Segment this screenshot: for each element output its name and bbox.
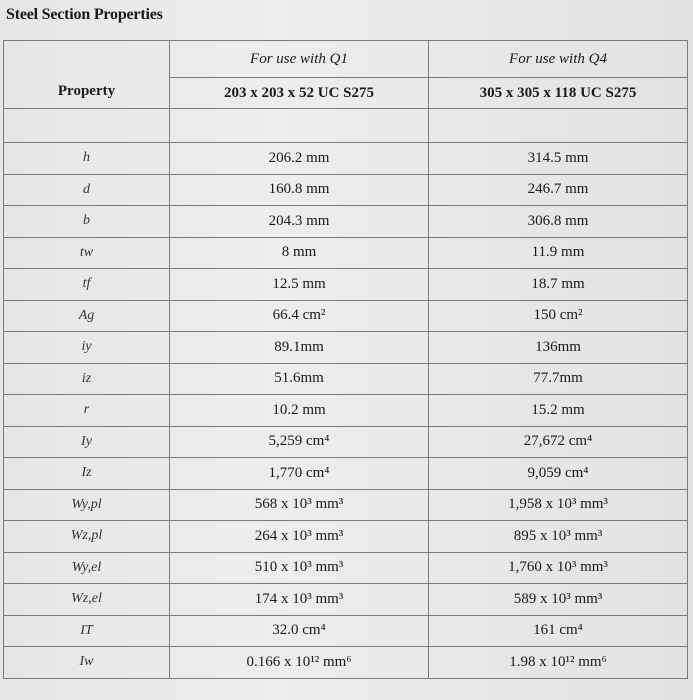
col1-value-cell: 5,259 cm⁴ — [170, 426, 429, 458]
property-symbol-cell: Wz,pl — [4, 521, 170, 553]
col2-value-cell: 1,958 x 10³ mm³ — [429, 489, 688, 521]
col1-use-header: For use with Q1 — [170, 41, 429, 78]
col1-value-cell: 264 x 10³ mm³ — [170, 521, 429, 553]
blank-cell — [170, 109, 429, 143]
col2-value-cell: 15.2 mm — [429, 395, 688, 427]
col1-value-cell: 206.2 mm — [170, 143, 429, 175]
property-symbol-cell: Iz — [4, 458, 170, 490]
property-symbol-cell: r — [4, 395, 170, 427]
col1-value-cell: 204.3 mm — [170, 206, 429, 238]
table-row — [4, 174, 688, 206]
col1-value-cell: 160.8 mm — [170, 174, 429, 206]
table-row — [4, 143, 688, 175]
table-row — [4, 206, 688, 238]
col2-value-cell: 895 x 10³ mm³ — [429, 521, 688, 553]
col1-value-cell: 174 x 10³ mm³ — [170, 584, 429, 616]
table-row — [4, 584, 688, 616]
table-row — [4, 300, 688, 332]
col2-value-cell: 136mm — [429, 332, 688, 364]
property-symbol-cell: d — [4, 174, 170, 206]
col1-value-cell: 32.0 cm⁴ — [170, 615, 429, 647]
col1-value-cell: 12.5 mm — [170, 269, 429, 301]
col1-value-cell: 1,770 cm⁴ — [170, 458, 429, 490]
col2-value-cell: 27,672 cm⁴ — [429, 426, 688, 458]
property-symbol-cell: iz — [4, 363, 170, 395]
col1-value-cell: 510 x 10³ mm³ — [170, 552, 429, 584]
blank-cell — [429, 109, 688, 143]
table-row — [4, 332, 688, 364]
table-row — [4, 426, 688, 458]
property-symbol-cell: Iy — [4, 426, 170, 458]
table-row — [4, 395, 688, 427]
col2-value-cell: 1,760 x 10³ mm³ — [429, 552, 688, 584]
table-row — [4, 615, 688, 647]
col2-value-cell: 1.98 x 10¹² mm⁶ — [429, 647, 688, 679]
col2-value-cell: 77.7mm — [429, 363, 688, 395]
col1-value-cell: 10.2 mm — [170, 395, 429, 427]
table-row — [4, 489, 688, 521]
table-row — [4, 647, 688, 679]
page-title: Steel Section Properties — [6, 6, 163, 23]
property-symbol-cell: Ag — [4, 300, 170, 332]
col1-value-cell: 89.1mm — [170, 332, 429, 364]
property-symbol-cell: Wz,el — [4, 584, 170, 616]
blank-cell — [4, 109, 170, 143]
property-symbol-cell: iy — [4, 332, 170, 364]
property-symbol-cell: tw — [4, 237, 170, 269]
table-row — [4, 269, 688, 301]
table-row — [4, 237, 688, 269]
property-column-header: Property — [4, 41, 170, 109]
col2-value-cell: 9,059 cm⁴ — [429, 458, 688, 490]
col1-value-cell: 8 mm — [170, 237, 429, 269]
table-row — [4, 458, 688, 490]
col2-value-cell: 589 x 10³ mm³ — [429, 584, 688, 616]
col2-value-cell: 150 cm² — [429, 300, 688, 332]
property-symbol-cell: Iw — [4, 647, 170, 679]
property-symbol-cell: Wy,pl — [4, 489, 170, 521]
col1-value-cell: 51.6mm — [170, 363, 429, 395]
col2-section-header: 305 x 305 x 118 UC S275 — [429, 78, 688, 109]
property-symbol-cell: h — [4, 143, 170, 175]
col1-value-cell: 0.166 x 10¹² mm⁶ — [170, 647, 429, 679]
col2-value-cell: 246.7 mm — [429, 174, 688, 206]
col1-section-header: 203 x 203 x 52 UC S275 — [170, 78, 429, 109]
col1-value-cell: 568 x 10³ mm³ — [170, 489, 429, 521]
section-properties-table — [3, 40, 688, 679]
table-row — [4, 521, 688, 553]
property-symbol-cell: Wy,el — [4, 552, 170, 584]
table-row — [4, 552, 688, 584]
table-row — [4, 363, 688, 395]
col2-value-cell: 11.9 mm — [429, 237, 688, 269]
col2-value-cell: 18.7 mm — [429, 269, 688, 301]
col1-value-cell: 66.4 cm² — [170, 300, 429, 332]
property-symbol-cell: IT — [4, 615, 170, 647]
property-symbol-cell: tf — [4, 269, 170, 301]
col2-value-cell: 161 cm⁴ — [429, 615, 688, 647]
property-symbol-cell: b — [4, 206, 170, 238]
col2-value-cell: 314.5 mm — [429, 143, 688, 175]
col2-value-cell: 306.8 mm — [429, 206, 688, 238]
col2-use-header: For use with Q4 — [429, 41, 688, 78]
